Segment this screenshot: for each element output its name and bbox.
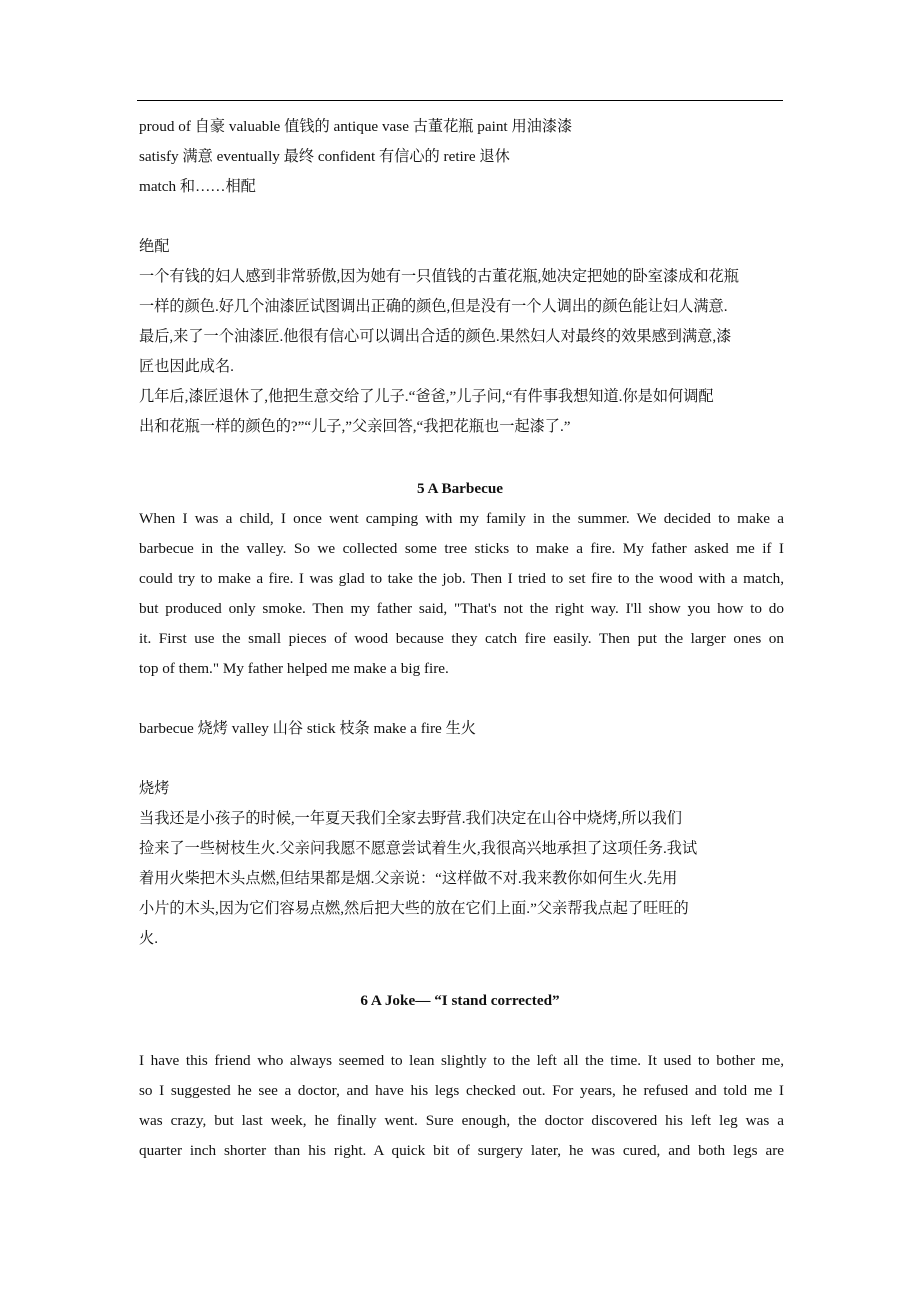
translation-line: 火. [139,930,158,947]
translation-line: 当我还是小孩子的时候,一年夏天我们全家去野营.我们决定在山谷中烧烤,所以我们 [139,810,682,827]
translation-line: 一个有钱的妇人感到非常骄傲,因为她有一只值钱的古董花瓶,她决定把她的卧室漆成和花瓶 [139,268,739,285]
paragraph-line: quarter inch shorter than his right. A quick bit of surgery later, he was cured, and both legs are [139,1142,784,1159]
vocab-line: satisfy 满意 eventually 最终 confident 有信心的 retire 退休 [139,148,510,165]
translation-line: 小片的木头,因为它们容易点燃,然后把大些的放在它们上面.”父亲帮我点起了旺旺的 [139,900,689,917]
translation-title: 绝配 [139,238,170,255]
translation-line: 几年后,漆匠退休了,他把生意交给了儿子.“爸爸,”儿子问,“有件事我想知道.你是如何调配 [139,388,714,405]
translation-line: 出和花瓶一样的颜色的?”“儿子,”父亲回答,“我把花瓶也一起漆了.” [139,418,571,435]
header-rule [137,100,783,101]
section-title: 6 A Joke— “I stand corrected” [360,992,560,1009]
translation-line: 着用火柴把木头点燃,但结果都是烟.父亲说：“这样做不对.我来教你如何生火.先用 [139,870,678,887]
paragraph-line: top of them." My father helped me make a big fire. [139,660,449,677]
paragraph-line: When I was a child, I once went camping with my family in the summer. We decided to make a [139,510,784,527]
translation-line: 匠也因此成名. [139,358,234,375]
vocab-line: match 和……相配 [139,178,256,195]
paragraph-line: barbecue in the valley. So we collected some tree sticks to make a fire. My father asked me if I [139,540,784,557]
paragraph-line: so I suggested he see a doctor, and have his legs checked out. For years, he refused and told me I [139,1082,784,1099]
section-title: 5 A Barbecue [416,480,504,497]
paragraph-line: but produced only smoke. Then my father said, "That's not the right way. I'll show you how to do [139,600,784,617]
translation-line: 最后,来了一个油漆匠.他很有信心可以调出合适的颜色.果然妇人对最终的效果感到满意,漆 [139,328,732,345]
paragraph-line: was crazy, but last week, he finally went. Sure enough, the doctor discovered his left leg was a [139,1112,784,1129]
translation-line: 捡来了一些树枝生火.父亲问我愿不愿意尝试着生火,我很高兴地承担了这项任务.我试 [139,840,698,857]
vocab-line: barbecue 烧烤 valley 山谷 stick 枝条 make a fire 生火 [139,720,476,737]
translation-line: 一样的颜色.好几个油漆匠试图调出正确的颜色,但是没有一个人调出的颜色能让妇人满意. [139,298,728,315]
paragraph-line: could try to make a fire. I was glad to take the job. Then I tried to set fire to the wood with a match, [139,570,784,587]
translation-title: 烧烤 [139,780,170,797]
paragraph-line: I have this friend who always seemed to lean slightly to the left all the time. It used to bother me, [139,1052,784,1069]
paragraph-line: it. First use the small pieces of wood because they catch fire easily. Then put the larger ones on [139,630,784,647]
vocab-line: proud of 自豪 valuable 值钱的 antique vase 古董花瓶 paint 用油漆漆 [139,118,573,135]
